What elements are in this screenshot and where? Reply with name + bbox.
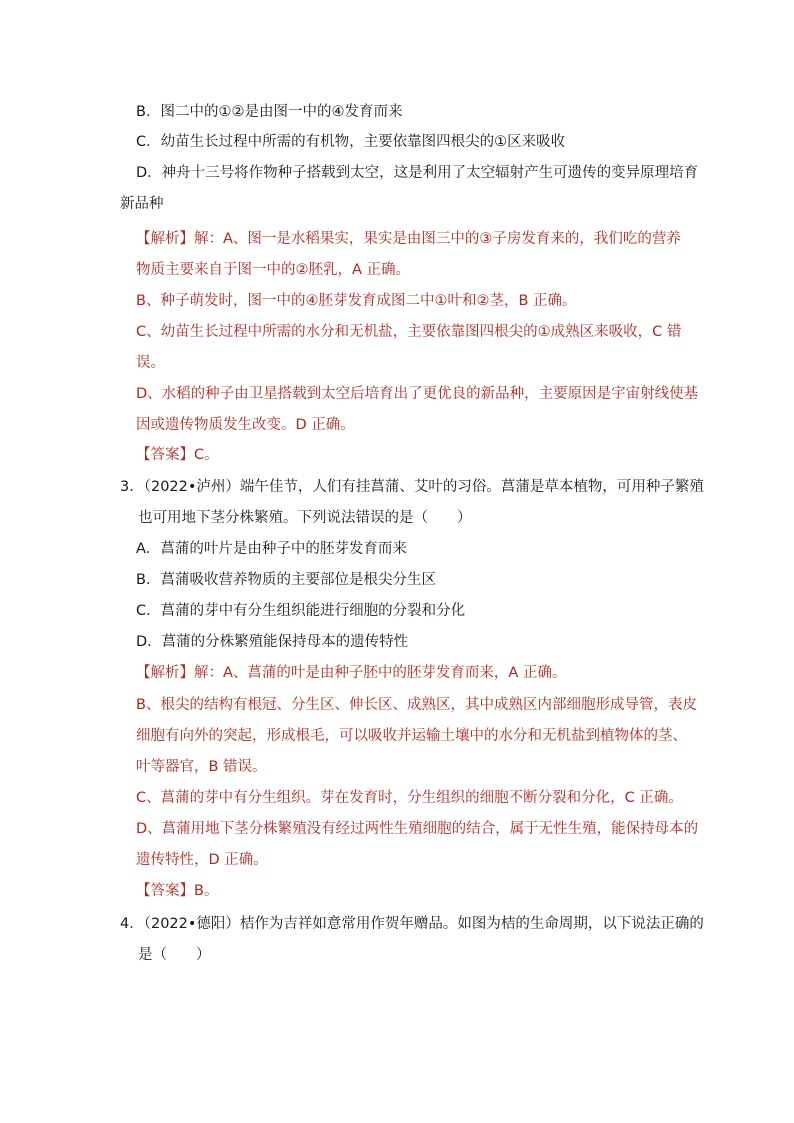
q4-stem-line2 (120, 945, 211, 965)
q3-stem-line1: 3．（2022•泸州）端午佳节，人们有挂菖蒲、艾叶的习俗。菖蒲是草本植物，可用种子繁殖 (120, 479, 704, 495)
q2-option-d-line1: D．神舟十三号将作物种子搭载到太空，这是利用了太空辐射产生可遗传的变异原理培育 (136, 165, 699, 181)
q2-analysis-a-line1 (136, 229, 681, 249)
answer-tag: 【答案】 (136, 447, 194, 463)
q2-analysis-a-line2: 物质主要来自于图一中的②胚乳，A 正确。 (136, 262, 411, 278)
answer-tag: 【答案】 (136, 883, 194, 899)
analysis-text: 解：A、图一是水稻果实，果实是由图三中的③子房发育来的，我们吃的营养 (194, 231, 681, 247)
q3-stem-line2-text: 也可用地下茎分株繁殖。下列说法错误的是（ ） (138, 510, 472, 526)
q2-analysis-d-line1: D、水稻的种子由卫星搭载到太空后培育出了更优良的新品种，主要原因是宇宙射线使基 (136, 386, 699, 402)
q3-answer (136, 881, 218, 901)
q2-analysis-c-line2: 误。 (136, 355, 165, 371)
q3-option-d: D．菖蒲的分株繁殖能保持母本的遗传特性 (136, 634, 409, 650)
q3-analysis-b-line1: B、根尖的结构有根冠、分生区、伸长区、成熟区，其中成熟区内部细胞形成导管，表皮 (136, 697, 697, 713)
analysis-text: 解：A、菖蒲的叶是由种子胚中的胚芽发育而来，A 正确。 (194, 665, 567, 681)
q2-analysis-d-line2: 因或遗传物质发生改变。D 正确。 (136, 417, 355, 433)
q2-analysis-b: B、种子萌发时，图一中的④胚芽发育成图二中①叶和②茎，B 正确。 (136, 293, 577, 309)
q3-analysis-a (136, 663, 566, 683)
q4-stem-line2-text: 是（ ） (138, 947, 211, 963)
q3-analysis-b-line3: 叶等器官，B 错误。 (136, 759, 267, 775)
q3-analysis-b-line2: 细胞有向外的突起，形成根毛，可以吸收并运输土壤中的水分和无机盐到植物体的茎、 (136, 728, 687, 744)
q2-option-b: B．图二中的①②是由图一中的④发育而来 (136, 104, 403, 120)
q3-analysis-d-line1: D、菖蒲用地下茎分株繁殖没有经过两性生殖细胞的结合，属于无性生殖，能保持母本的 (136, 821, 699, 837)
q3-stem-line2 (120, 508, 472, 528)
q2-analysis-c-line1: C、幼苗生长过程中所需的水分和无机盐，主要依靠图四根尖的①成熟区来吸收，C 错 (136, 324, 682, 340)
q3-option-c: C．菖蒲的芽中有分生组织能进行细胞的分裂和分化 (136, 603, 466, 619)
answer-value: B。 (194, 883, 219, 899)
q2-option-d-line2: 新品种 (120, 196, 164, 212)
q2-option-c: C．幼苗生长过程中所需的有机物，主要依靠图四根尖的①区来吸收 (136, 134, 566, 150)
q4-stem-line1: 4．（2022•德阳）桔作为吉祥如意常用作贺年赠品。如图为桔的生命周期，以下说法正确的 (120, 916, 704, 932)
q3-analysis-d-line2: 遗传特性，D 正确。 (136, 852, 268, 868)
q3-option-a: A．菖蒲的叶片是由种子中的胚芽发育而来 (136, 541, 407, 557)
answer-value: C。 (194, 447, 219, 463)
q2-answer (136, 445, 219, 465)
analysis-tag: 【解析】 (136, 665, 194, 681)
q3-analysis-c: C、菖蒲的芽中有分生组织。芽在发育时，分生组织的细胞不断分裂和分化，C 正确。 (136, 790, 683, 806)
q3-option-b: B．菖蒲吸收营养物质的主要部位是根尖分生区 (136, 572, 436, 588)
analysis-tag: 【解析】 (136, 231, 194, 247)
